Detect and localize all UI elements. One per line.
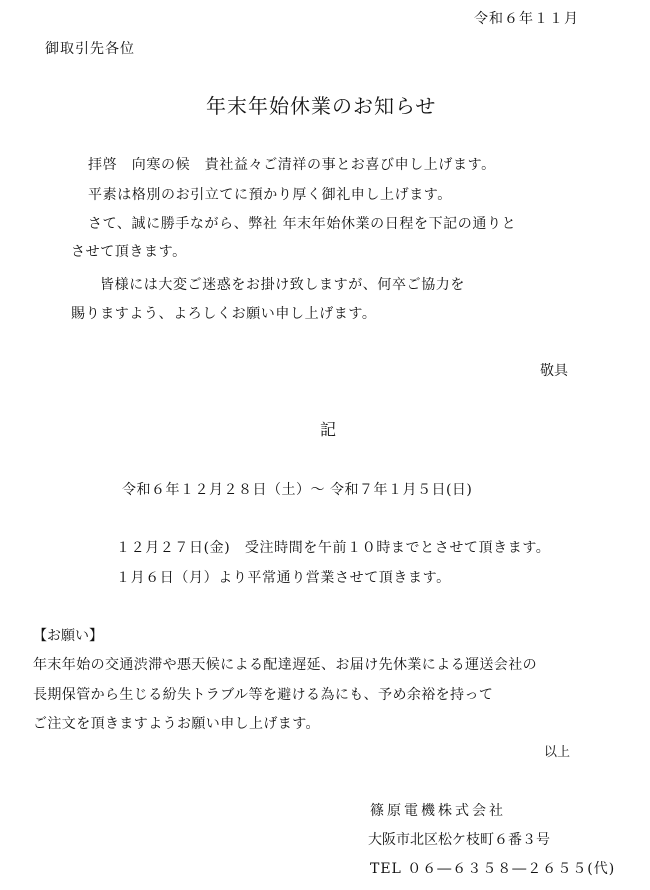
company-address: 大阪市北区松ケ枝町６番３号: [368, 832, 550, 848]
greeting-line: 拝啓 向寒の候 貴社益々ご清祥の事とお喜び申し上げます。: [88, 157, 496, 173]
closing-keigu: 敬具: [540, 363, 568, 379]
request-line: 長期保管から生じる紛失トラブル等を避ける為にも、予め余裕を持って: [33, 687, 494, 703]
holiday-period: 令和６年１２月２８日（土）～ 令和７年１月５日(日): [122, 482, 473, 498]
resume-note: １月６日（月）より平常通り営業させて頂きます。: [116, 570, 451, 586]
apology-line: 皆様には大変ご迷惑をお掛け致しますが、何卒ご協力を: [100, 277, 465, 293]
request-heading: 【お願い】: [33, 628, 103, 644]
announcement-line-cont: させて頂きます。: [71, 244, 187, 260]
document-title: 年末年始休業のお知らせ: [206, 94, 437, 118]
request-line: ご注文を頂きますようお願い申し上げます。: [33, 716, 320, 732]
thanks-line: 平素は格別のお引立てに預かり厚く御礼申し上げます。: [88, 187, 452, 203]
order-deadline-note: １２月２７日(金) 受注時間を午前１０時までとさせて頂きます。: [116, 540, 551, 556]
request-line: 年末年始の交通渋滞や悪天候による配達遅延、お届け先休業による運送会社の: [33, 657, 537, 673]
company-name: 篠原電機株式会社: [370, 803, 506, 819]
apology-line-cont: 賜りますよう、よろしくお願い申し上げます。: [71, 306, 377, 322]
announcement-line: さて、誠に勝手ながら、弊社 年末年始休業の日程を下記の通りと: [88, 216, 517, 232]
closing-ijou: 以上: [544, 745, 571, 760]
company-phone: TEL ０６―６３５８―２６５５(代): [370, 861, 616, 877]
recipient: 御取引先各位: [45, 41, 135, 57]
details-heading: 記: [320, 420, 337, 439]
issue-date: 令和６年１１月: [474, 11, 579, 27]
